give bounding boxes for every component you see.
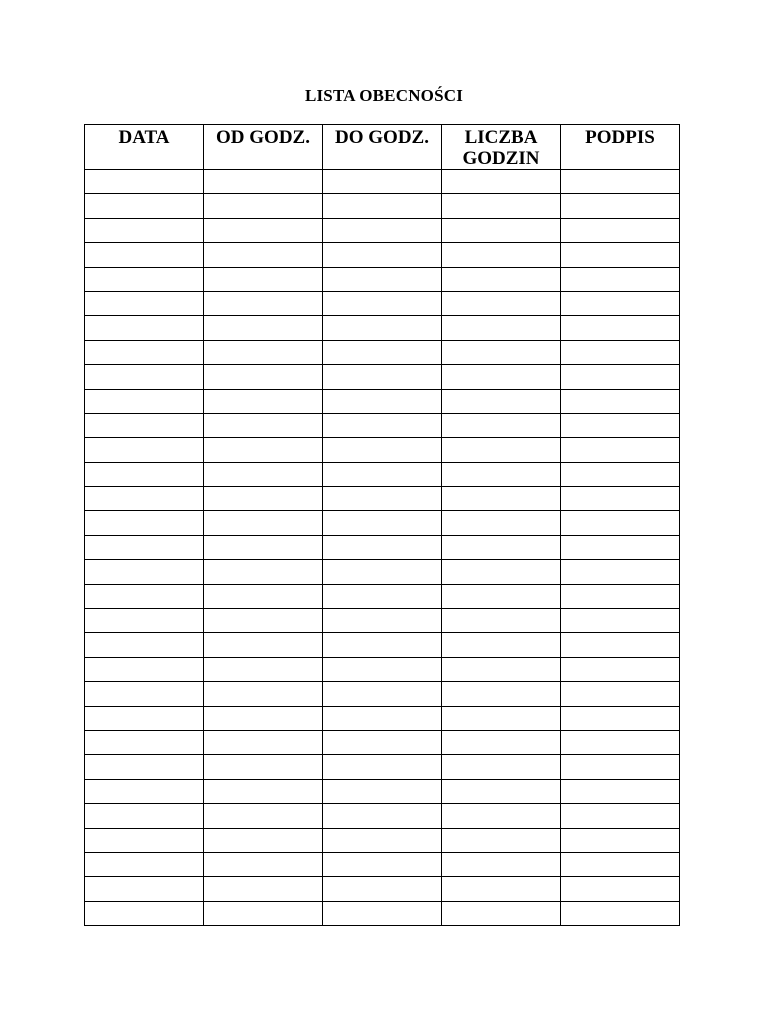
cell-signature[interactable] bbox=[561, 755, 680, 779]
cell-signature[interactable] bbox=[561, 657, 680, 681]
table-row bbox=[85, 462, 680, 486]
cell-to-hour[interactable] bbox=[323, 511, 442, 535]
cell-hours-count[interactable] bbox=[442, 413, 561, 437]
cell-from-hour[interactable] bbox=[204, 243, 323, 267]
table-row bbox=[85, 828, 680, 852]
cell-from-hour[interactable] bbox=[204, 584, 323, 608]
cell-hours-count[interactable] bbox=[442, 438, 561, 462]
table-row bbox=[85, 609, 680, 633]
cell-date[interactable] bbox=[85, 170, 204, 194]
column-header-label: DATA bbox=[118, 127, 170, 148]
cell-to-hour[interactable] bbox=[323, 170, 442, 194]
table-header-row bbox=[85, 125, 680, 170]
cell-date[interactable] bbox=[85, 852, 204, 876]
column-header-signature bbox=[561, 125, 680, 170]
table-row bbox=[85, 487, 680, 511]
cell-from-hour[interactable] bbox=[204, 462, 323, 486]
column-header-from-hour bbox=[204, 125, 323, 170]
column-header-label: PODPIS bbox=[585, 127, 655, 148]
cell-date[interactable] bbox=[85, 706, 204, 730]
cell-hours-count[interactable] bbox=[442, 389, 561, 413]
cell-to-hour[interactable] bbox=[323, 779, 442, 803]
cell-date[interactable] bbox=[85, 438, 204, 462]
cell-from-hour[interactable] bbox=[204, 365, 323, 389]
cell-from-hour[interactable] bbox=[204, 291, 323, 315]
table-row bbox=[85, 804, 680, 828]
table-row bbox=[85, 267, 680, 291]
cell-signature[interactable] bbox=[561, 633, 680, 657]
cell-to-hour[interactable] bbox=[323, 243, 442, 267]
cell-from-hour[interactable] bbox=[204, 730, 323, 754]
cell-date[interactable] bbox=[85, 389, 204, 413]
table-row bbox=[85, 730, 680, 754]
cell-hours-count[interactable] bbox=[442, 218, 561, 242]
cell-to-hour[interactable] bbox=[323, 633, 442, 657]
cell-to-hour[interactable] bbox=[323, 413, 442, 437]
cell-signature[interactable] bbox=[561, 316, 680, 340]
cell-signature[interactable] bbox=[561, 877, 680, 901]
cell-signature[interactable] bbox=[561, 291, 680, 315]
cell-signature[interactable] bbox=[561, 804, 680, 828]
cell-date[interactable] bbox=[85, 828, 204, 852]
cell-hours-count[interactable] bbox=[442, 633, 561, 657]
cell-from-hour[interactable] bbox=[204, 438, 323, 462]
table-row bbox=[85, 560, 680, 584]
cell-to-hour[interactable] bbox=[323, 194, 442, 218]
cell-hours-count[interactable] bbox=[442, 755, 561, 779]
table-row bbox=[85, 218, 680, 242]
cell-signature[interactable] bbox=[561, 365, 680, 389]
table-row bbox=[85, 535, 680, 559]
cell-from-hour[interactable] bbox=[204, 901, 323, 925]
cell-from-hour[interactable] bbox=[204, 755, 323, 779]
cell-to-hour[interactable] bbox=[323, 828, 442, 852]
table-row bbox=[85, 340, 680, 364]
cell-date[interactable] bbox=[85, 462, 204, 486]
cell-to-hour[interactable] bbox=[323, 487, 442, 511]
cell-signature[interactable] bbox=[561, 243, 680, 267]
cell-to-hour[interactable] bbox=[323, 755, 442, 779]
cell-to-hour[interactable] bbox=[323, 657, 442, 681]
cell-hours-count[interactable] bbox=[442, 706, 561, 730]
cell-signature[interactable] bbox=[561, 535, 680, 559]
table-row bbox=[85, 291, 680, 315]
cell-date[interactable] bbox=[85, 194, 204, 218]
table-row bbox=[85, 877, 680, 901]
table-row bbox=[85, 316, 680, 340]
cell-from-hour[interactable] bbox=[204, 560, 323, 584]
cell-date[interactable] bbox=[85, 365, 204, 389]
cell-hours-count[interactable] bbox=[442, 462, 561, 486]
cell-date[interactable] bbox=[85, 901, 204, 925]
cell-from-hour[interactable] bbox=[204, 609, 323, 633]
column-header-date bbox=[85, 125, 204, 170]
table-row bbox=[85, 194, 680, 218]
cell-from-hour[interactable] bbox=[204, 267, 323, 291]
cell-signature[interactable] bbox=[561, 584, 680, 608]
cell-date[interactable] bbox=[85, 413, 204, 437]
attendance-table bbox=[84, 124, 680, 926]
cell-to-hour[interactable] bbox=[323, 584, 442, 608]
cell-signature[interactable] bbox=[561, 170, 680, 194]
cell-hours-count[interactable] bbox=[442, 365, 561, 389]
cell-date[interactable] bbox=[85, 243, 204, 267]
cell-date[interactable] bbox=[85, 535, 204, 559]
cell-from-hour[interactable] bbox=[204, 852, 323, 876]
cell-hours-count[interactable] bbox=[442, 194, 561, 218]
cell-to-hour[interactable] bbox=[323, 316, 442, 340]
table-row bbox=[85, 779, 680, 803]
cell-signature[interactable] bbox=[561, 730, 680, 754]
cell-from-hour[interactable] bbox=[204, 511, 323, 535]
cell-hours-count[interactable] bbox=[442, 852, 561, 876]
cell-signature[interactable] bbox=[561, 852, 680, 876]
cell-hours-count[interactable] bbox=[442, 682, 561, 706]
cell-date[interactable] bbox=[85, 584, 204, 608]
cell-to-hour[interactable] bbox=[323, 535, 442, 559]
cell-from-hour[interactable] bbox=[204, 194, 323, 218]
table-row bbox=[85, 584, 680, 608]
cell-hours-count[interactable] bbox=[442, 511, 561, 535]
cell-to-hour[interactable] bbox=[323, 706, 442, 730]
table-row bbox=[85, 389, 680, 413]
cell-from-hour[interactable] bbox=[204, 218, 323, 242]
cell-signature[interactable] bbox=[561, 828, 680, 852]
cell-date[interactable] bbox=[85, 804, 204, 828]
column-header-to-hour bbox=[323, 125, 442, 170]
cell-to-hour[interactable] bbox=[323, 291, 442, 315]
cell-to-hour[interactable] bbox=[323, 730, 442, 754]
cell-from-hour[interactable] bbox=[204, 804, 323, 828]
cell-hours-count[interactable] bbox=[442, 779, 561, 803]
cell-to-hour[interactable] bbox=[323, 901, 442, 925]
cell-hours-count[interactable] bbox=[442, 901, 561, 925]
cell-date[interactable] bbox=[85, 730, 204, 754]
cell-signature[interactable] bbox=[561, 609, 680, 633]
cell-date[interactable] bbox=[85, 657, 204, 681]
cell-signature[interactable] bbox=[561, 462, 680, 486]
cell-from-hour[interactable] bbox=[204, 706, 323, 730]
column-header-label: OD GODZ. bbox=[216, 127, 310, 148]
cell-hours-count[interactable] bbox=[442, 291, 561, 315]
cell-to-hour[interactable] bbox=[323, 609, 442, 633]
cell-from-hour[interactable] bbox=[204, 633, 323, 657]
cell-hours-count[interactable] bbox=[442, 535, 561, 559]
table-row bbox=[85, 170, 680, 194]
cell-from-hour[interactable] bbox=[204, 340, 323, 364]
cell-date[interactable] bbox=[85, 633, 204, 657]
table-row bbox=[85, 413, 680, 437]
cell-from-hour[interactable] bbox=[204, 657, 323, 681]
cell-from-hour[interactable] bbox=[204, 487, 323, 511]
cell-signature[interactable] bbox=[561, 511, 680, 535]
cell-signature[interactable] bbox=[561, 682, 680, 706]
cell-hours-count[interactable] bbox=[442, 170, 561, 194]
column-header-label: LICZBA bbox=[464, 127, 538, 148]
cell-date[interactable] bbox=[85, 218, 204, 242]
cell-hours-count[interactable] bbox=[442, 609, 561, 633]
cell-from-hour[interactable] bbox=[204, 779, 323, 803]
cell-hours-count[interactable] bbox=[442, 584, 561, 608]
cell-to-hour[interactable] bbox=[323, 682, 442, 706]
cell-hours-count[interactable] bbox=[442, 730, 561, 754]
cell-hours-count[interactable] bbox=[442, 340, 561, 364]
table-row bbox=[85, 755, 680, 779]
table-row bbox=[85, 901, 680, 925]
cell-signature[interactable] bbox=[561, 560, 680, 584]
cell-to-hour[interactable] bbox=[323, 560, 442, 584]
cell-to-hour[interactable] bbox=[323, 267, 442, 291]
cell-date[interactable] bbox=[85, 267, 204, 291]
cell-from-hour[interactable] bbox=[204, 316, 323, 340]
cell-to-hour[interactable] bbox=[323, 852, 442, 876]
cell-signature[interactable] bbox=[561, 901, 680, 925]
cell-hours-count[interactable] bbox=[442, 560, 561, 584]
cell-hours-count[interactable] bbox=[442, 316, 561, 340]
cell-from-hour[interactable] bbox=[204, 413, 323, 437]
cell-to-hour[interactable] bbox=[323, 340, 442, 364]
cell-date[interactable] bbox=[85, 877, 204, 901]
cell-signature[interactable] bbox=[561, 267, 680, 291]
cell-date[interactable] bbox=[85, 560, 204, 584]
cell-signature[interactable] bbox=[561, 487, 680, 511]
cell-hours-count[interactable] bbox=[442, 657, 561, 681]
cell-hours-count[interactable] bbox=[442, 877, 561, 901]
cell-hours-count[interactable] bbox=[442, 243, 561, 267]
cell-date[interactable] bbox=[85, 511, 204, 535]
table-body bbox=[85, 170, 680, 926]
table-row bbox=[85, 706, 680, 730]
cell-date[interactable] bbox=[85, 779, 204, 803]
cell-signature[interactable] bbox=[561, 218, 680, 242]
cell-to-hour[interactable] bbox=[323, 389, 442, 413]
table-row bbox=[85, 365, 680, 389]
cell-signature[interactable] bbox=[561, 340, 680, 364]
column-header-hours-count bbox=[442, 125, 561, 170]
cell-to-hour[interactable] bbox=[323, 804, 442, 828]
cell-date[interactable] bbox=[85, 682, 204, 706]
cell-to-hour[interactable] bbox=[323, 218, 442, 242]
cell-date[interactable] bbox=[85, 316, 204, 340]
cell-hours-count[interactable] bbox=[442, 487, 561, 511]
cell-to-hour[interactable] bbox=[323, 438, 442, 462]
table-row bbox=[85, 633, 680, 657]
cell-signature[interactable] bbox=[561, 413, 680, 437]
cell-date[interactable] bbox=[85, 340, 204, 364]
cell-to-hour[interactable] bbox=[323, 877, 442, 901]
cell-to-hour[interactable] bbox=[323, 462, 442, 486]
cell-from-hour[interactable] bbox=[204, 170, 323, 194]
cell-hours-count[interactable] bbox=[442, 828, 561, 852]
cell-from-hour[interactable] bbox=[204, 535, 323, 559]
table-row bbox=[85, 511, 680, 535]
cell-date[interactable] bbox=[85, 609, 204, 633]
cell-signature[interactable] bbox=[561, 779, 680, 803]
cell-signature[interactable] bbox=[561, 438, 680, 462]
cell-signature[interactable] bbox=[561, 389, 680, 413]
cell-date[interactable] bbox=[85, 487, 204, 511]
cell-date[interactable] bbox=[85, 291, 204, 315]
table-row bbox=[85, 243, 680, 267]
cell-date[interactable] bbox=[85, 755, 204, 779]
table-row bbox=[85, 682, 680, 706]
table-row bbox=[85, 852, 680, 876]
cell-from-hour[interactable] bbox=[204, 682, 323, 706]
document-title: LISTA OBECNOŚCI bbox=[304, 86, 464, 105]
table-row bbox=[85, 438, 680, 462]
cell-from-hour[interactable] bbox=[204, 389, 323, 413]
cell-signature[interactable] bbox=[561, 706, 680, 730]
column-header-label: DO GODZ. bbox=[335, 127, 429, 148]
cell-to-hour[interactable] bbox=[323, 365, 442, 389]
cell-from-hour[interactable] bbox=[204, 828, 323, 852]
cell-signature[interactable] bbox=[561, 194, 680, 218]
table-row bbox=[85, 657, 680, 681]
cell-hours-count[interactable] bbox=[442, 804, 561, 828]
column-header-label-second-line: GODZIN bbox=[462, 148, 540, 169]
cell-from-hour[interactable] bbox=[204, 877, 323, 901]
cell-hours-count[interactable] bbox=[442, 267, 561, 291]
